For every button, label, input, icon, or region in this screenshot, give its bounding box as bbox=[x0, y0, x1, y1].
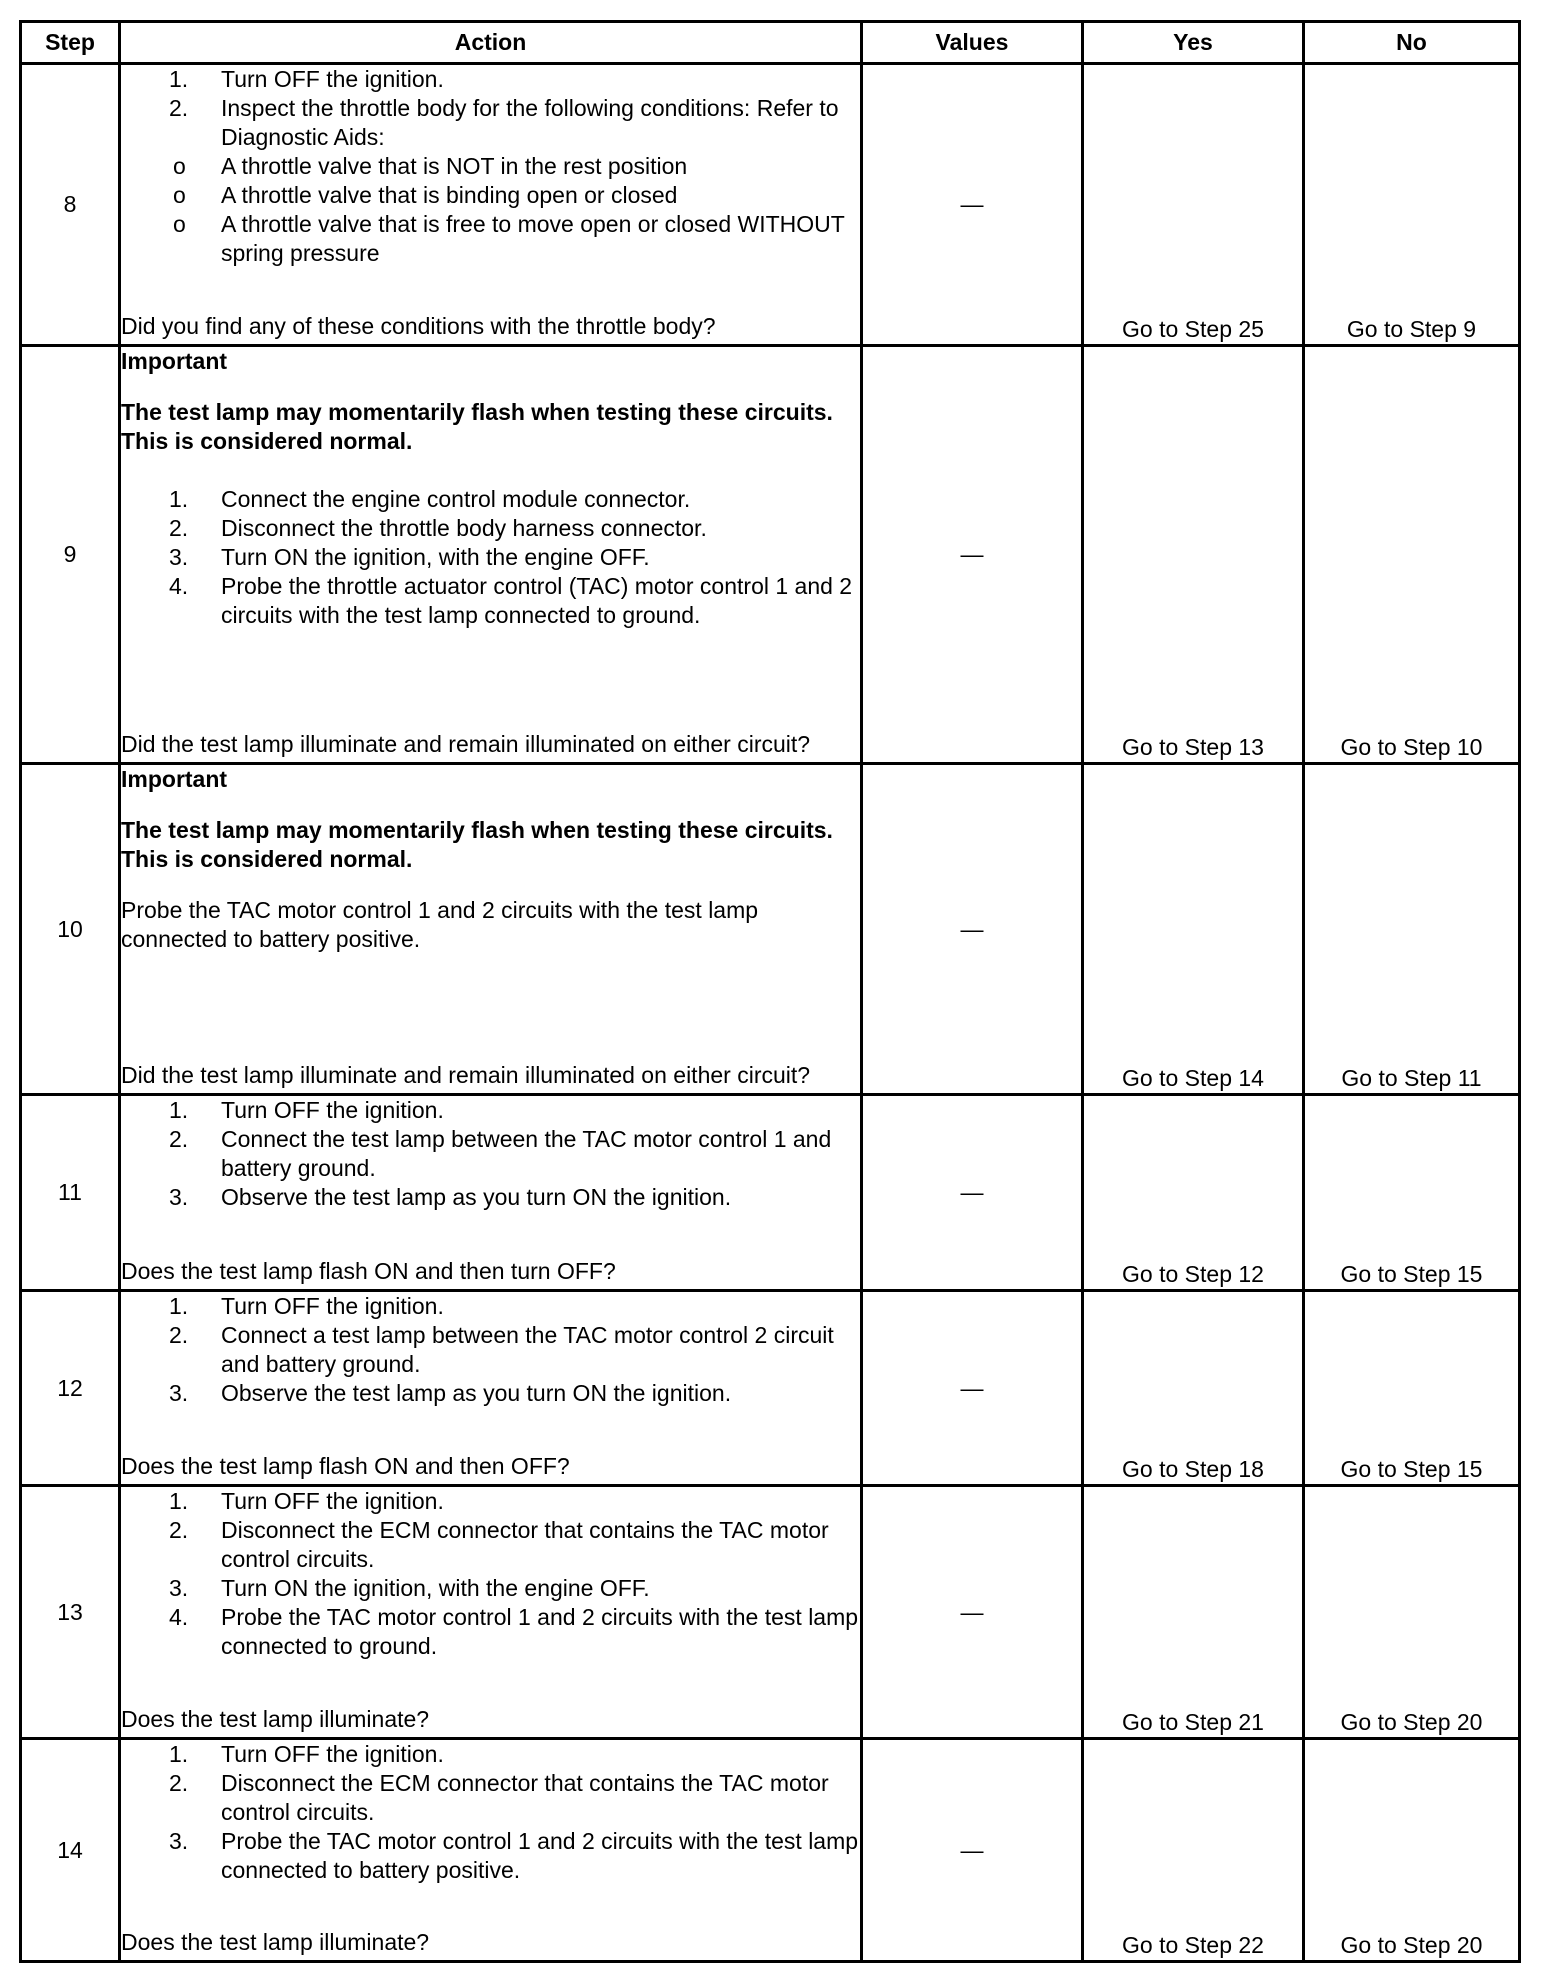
table-row bbox=[21, 64, 1520, 346]
list-item: 4. Probe the TAC motor control 1 and 2 circuits with the test lamp connected to ground. bbox=[169, 1604, 859, 1659]
list-item: 3. Turn ON the ignition, with the engine OFF. bbox=[169, 544, 650, 570]
list-item: 1. Turn OFF the ignition. bbox=[169, 1097, 444, 1123]
list-item: 1. Connect the engine control module connector. bbox=[169, 486, 691, 512]
list-item: 3. Turn ON the ignition, with the engine OFF. bbox=[169, 1575, 650, 1601]
no-cell: Go to Step 15 bbox=[1304, 1291, 1520, 1486]
step-number: 12 bbox=[21, 1291, 120, 1486]
question-text: Did you find any of these conditions with the throttle body? bbox=[121, 313, 716, 339]
question-text: Does the test lamp illuminate? bbox=[121, 1929, 430, 1955]
yes-cell: Go to Step 18 bbox=[1083, 1291, 1304, 1486]
list-item: 1. Turn OFF the ignition. bbox=[169, 1488, 444, 1514]
list-item: 1. Turn OFF the ignition. bbox=[169, 66, 444, 92]
question-text: Does the test lamp flash ON and then OFF? bbox=[121, 1453, 570, 1479]
yes-cell: Go to Step 22 bbox=[1083, 1739, 1304, 1962]
table-row bbox=[21, 1291, 1520, 1486]
list-item: 4. Probe the throttle actuator control (TAC) motor control 1 and 2 circuits with the test lamp connected to ground. bbox=[169, 573, 853, 628]
no-cell: Go to Step 20 bbox=[1304, 1486, 1520, 1739]
action-cell bbox=[120, 1095, 862, 1291]
step-number: 9 bbox=[21, 346, 120, 764]
list-item: o A throttle valve that is NOT in the rest position bbox=[173, 153, 688, 179]
step-list bbox=[121, 1740, 860, 1885]
header-yes: Yes bbox=[1083, 22, 1304, 64]
table-row bbox=[21, 1095, 1520, 1291]
question-text: Does the test lamp flash ON and then turn OFF? bbox=[121, 1258, 616, 1284]
list-item: 2. Connect a test lamp between the TAC motor control 2 circuit and battery ground. bbox=[169, 1322, 834, 1377]
action-cell bbox=[120, 1291, 862, 1486]
condition-list bbox=[121, 152, 860, 268]
header-values: Values bbox=[862, 22, 1083, 64]
important-label: Important bbox=[121, 348, 228, 374]
action-cell bbox=[120, 64, 862, 346]
list-item: 1. Turn OFF the ignition. bbox=[169, 1293, 444, 1319]
header-action: Action bbox=[120, 22, 862, 64]
list-item: 2. Disconnect the ECM connector that contains the TAC motor control circuits. bbox=[169, 1517, 829, 1572]
yes-cell: Go to Step 13 bbox=[1083, 346, 1304, 764]
step-number: 11 bbox=[21, 1095, 120, 1291]
list-item: o A throttle valve that is binding open or closed bbox=[173, 182, 678, 208]
step-list bbox=[121, 65, 860, 152]
values-cell: — bbox=[862, 1486, 1083, 1739]
yes-cell: Go to Step 14 bbox=[1083, 764, 1304, 1095]
list-item: o A throttle valve that is free to move open or closed WITHOUT spring pressure bbox=[173, 211, 845, 266]
no-cell: Go to Step 15 bbox=[1304, 1095, 1520, 1291]
yes-cell: Go to Step 21 bbox=[1083, 1486, 1304, 1739]
question-text: Does the test lamp illuminate? bbox=[121, 1706, 430, 1732]
question-text: Did the test lamp illuminate and remain illuminated on either circuit? bbox=[121, 731, 811, 757]
values-cell: — bbox=[862, 1095, 1083, 1291]
question-text: Did the test lamp illuminate and remain illuminated on either circuit? bbox=[121, 1062, 811, 1088]
yes-cell: Go to Step 12 bbox=[1083, 1095, 1304, 1291]
important-label: Important bbox=[121, 766, 228, 792]
action-cell bbox=[120, 1739, 862, 1962]
values-cell: — bbox=[862, 764, 1083, 1095]
step-list bbox=[121, 485, 860, 630]
important-note: The test lamp may momentarily flash when testing these circuits. This is considered normal. bbox=[121, 399, 833, 454]
action-cell bbox=[120, 764, 862, 1095]
list-item: 3. Observe the test lamp as you turn ON the ignition. bbox=[169, 1184, 732, 1210]
step-number: 8 bbox=[21, 64, 120, 346]
header-no: No bbox=[1304, 22, 1520, 64]
list-item: 2. Disconnect the throttle body harness connector. bbox=[169, 515, 707, 541]
values-cell: — bbox=[862, 346, 1083, 764]
step-list bbox=[121, 1292, 860, 1408]
table-row bbox=[21, 346, 1520, 764]
no-cell: Go to Step 20 bbox=[1304, 1739, 1520, 1962]
table-row bbox=[21, 1486, 1520, 1739]
header-row bbox=[21, 22, 1520, 64]
list-item: 3. Observe the test lamp as you turn ON the ignition. bbox=[169, 1380, 732, 1406]
step-number: 13 bbox=[21, 1486, 120, 1739]
values-cell: — bbox=[862, 1739, 1083, 1962]
diagnostic-table bbox=[19, 20, 1521, 1963]
values-cell: — bbox=[862, 1291, 1083, 1486]
list-item: 3. Probe the TAC motor control 1 and 2 circuits with the test lamp connected to battery positive. bbox=[169, 1828, 859, 1883]
list-item: 2. Inspect the throttle body for the following conditions: Refer to Diagnostic Aids: bbox=[169, 95, 839, 150]
no-cell: Go to Step 9 bbox=[1304, 64, 1520, 346]
table-row bbox=[21, 764, 1520, 1095]
step-number: 14 bbox=[21, 1739, 120, 1962]
action-cell bbox=[120, 346, 862, 764]
list-item: 2. Disconnect the ECM connector that contains the TAC motor control circuits. bbox=[169, 1770, 829, 1825]
values-cell: — bbox=[862, 64, 1083, 346]
header-step: Step bbox=[21, 22, 120, 64]
action-text: Probe the TAC motor control 1 and 2 circuits with the test lamp connected to battery positive. bbox=[121, 897, 759, 952]
action-cell bbox=[120, 1486, 862, 1739]
no-cell: Go to Step 11 bbox=[1304, 764, 1520, 1095]
step-list bbox=[121, 1096, 860, 1212]
list-item: 2. Connect the test lamp between the TAC motor control 1 and battery ground. bbox=[169, 1126, 832, 1181]
list-item: 1. Turn OFF the ignition. bbox=[169, 1741, 444, 1767]
no-cell: Go to Step 10 bbox=[1304, 346, 1520, 764]
step-list bbox=[121, 1487, 860, 1661]
important-note: The test lamp may momentarily flash when testing these circuits. This is considered normal. bbox=[121, 817, 833, 872]
step-number: 10 bbox=[21, 764, 120, 1095]
yes-cell: Go to Step 25 bbox=[1083, 64, 1304, 346]
table-row bbox=[21, 1739, 1520, 1962]
